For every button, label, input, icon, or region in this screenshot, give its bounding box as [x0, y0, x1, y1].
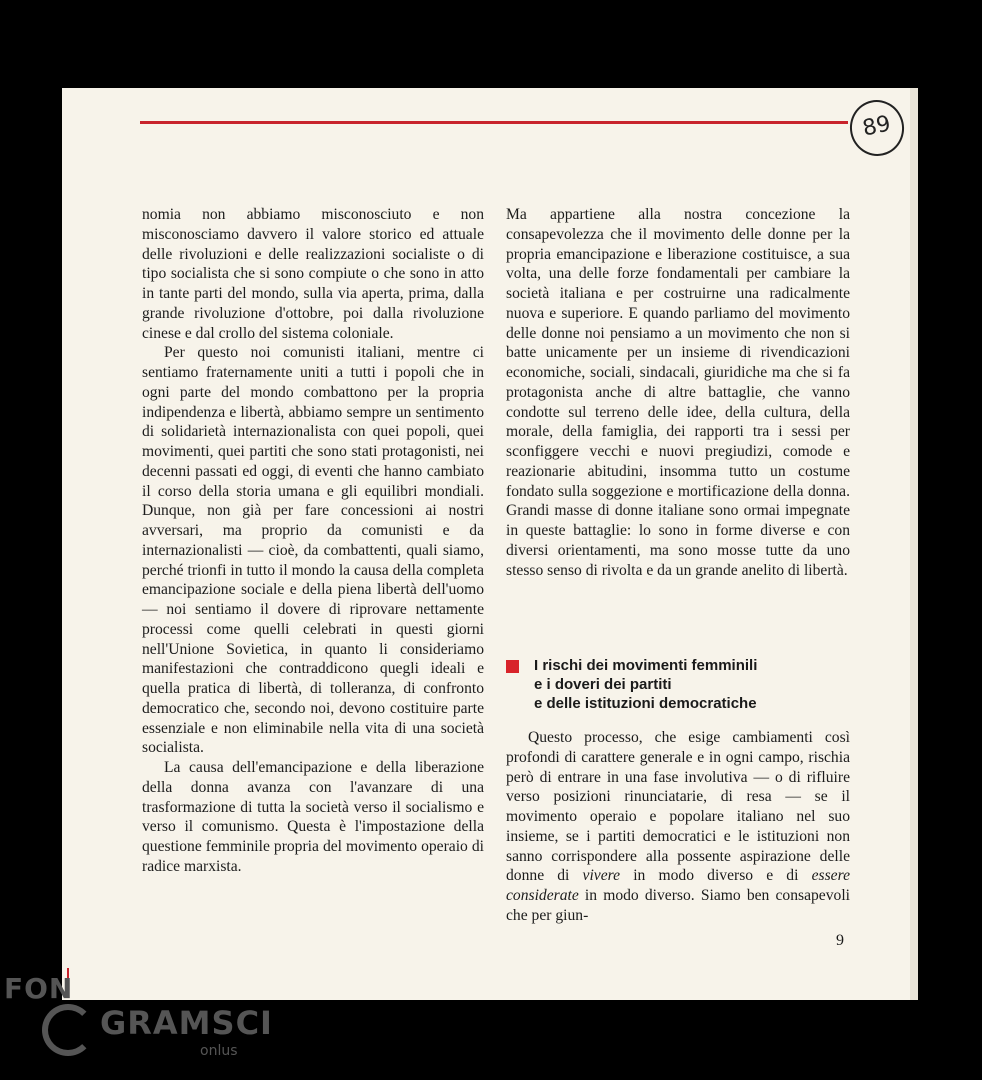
watermark-logo-icon: [42, 1004, 94, 1056]
paragraph: Ma appartiene alla nostra concezione la consapevolezza che il movimento delle donne per la propria emancipazione e liberazione costituisce, a sua volta, una delle forze fondamentali per cambiare la società italiana e per costruirne una radicalmente nuova e superiore. E quando parliamo del movimento delle donne noi pensiamo a un movimento che non si batte unicamente per un insieme di rivendicazioni economiche, sociali, sindacali, giuridiche ma che si fa protagonista anche di altre battaglie, che vanno condotte sul terreno delle idee, della cultura, della morale, della famiglia, dei rapporti tra i sessi per sconfiggere vecchi e nuovi pregiudizi, comode e reazionarie abitudini, insomma tutto un costume fondato sulla soggezione e mortificazione della donna. Grandi masse di donne italiane sono ormai impegnate in queste battaglie: lo sono in forme diverse e con diversi orientamenti, ma sono mosse tutte da uno stesso senso di rivolta e da un grande anelito di libertà.: [506, 206, 850, 579]
page-number: 9: [836, 932, 844, 949]
red-square-bullet-icon: [506, 660, 519, 673]
section-heading: [506, 656, 850, 713]
right-column-bottom: [506, 728, 850, 926]
right-column-top: [506, 205, 850, 580]
heading-line: e delle istituzioni democratiche: [534, 695, 757, 712]
paragraph: Per questo noi comunisti italiani, mentre ci sentiamo fraternamente uniti a tutti i popoli che in ogni parte del mondo combattono per la propria indipendenza e libertà, abbiamo sempre un sentimento di solidarietà internazionalista con quei popoli, quei movimenti, quei partiti che sono stati protagonisti, nei decenni passati ed oggi, di eventi che hanno cambiato il corso della storia umana e gli equilibri mondiali. Dunque, non già per fare concessioni ai nostri avversari, ma proprio da comunisti e da internazionalisti — cioè, da combattenti, quali siamo, perché trionfi in tutto il mondo la causa della completa emancipazione sociale e della piena libertà dell'uomo — noi sentiamo il dovere di riprovare nettamente processi come quelli celebrati in questi giorni nell'Unione Sovietica, in quanto li consideriamo manifestazioni che contraddicono quegli ideali e quella pratica di libertà, di tolleranza, di confronto democratico che, secondo noi, devono costituire parte essenziale e non eliminabile nella vita di una società socialista.: [142, 344, 484, 757]
page-edge: [910, 88, 918, 1000]
watermark-text: GRAMSCI: [100, 1004, 273, 1042]
italic-text: essere considerate: [506, 867, 850, 904]
heading-line: e i doveri dei partiti: [534, 676, 672, 693]
text-run: in modo diverso. Siamo ben consapevoli che per giun-: [506, 887, 850, 924]
heading-line: I rischi dei movimenti femminili: [534, 657, 758, 674]
paragraph: [506, 728, 850, 926]
watermark-text: FON: [4, 972, 74, 1005]
paragraph: nomia non abbiamo misconosciuto e non misconosciamo davvero il valore storico ed attuale delle rivoluzioni e delle realizzazioni socialiste o di tipo socialista che si sono compiute o che sono in atto in tante parti del mondo, sulla via aperta, prima, dalla grande rivoluzione d'ottobre, poi dalla rivoluzione cinese e dal crollo del sistema coloniale.: [142, 206, 484, 342]
red-header-rule: [140, 121, 848, 124]
italic-text: vivere: [582, 867, 621, 885]
text-run: Questo processo, che esige cambiamenti così profondi di carattere generale e in ogni campo, rischia però di entrare in una fase involutiva — o di rifluire verso posizioni rinunciatarie, di resa — se il movimento operaio e popolare italiano nel suo insieme, se i partiti democratici e le istituzioni non sanno corrispondere alla possente aspirazione delle donne di: [506, 729, 850, 885]
handwritten-page-number: 89: [845, 95, 909, 161]
watermark-text: onlus: [200, 1043, 238, 1059]
text-run: in modo diverso e di: [620, 867, 812, 885]
left-column: [142, 205, 484, 877]
paragraph: La causa dell'emancipazione e della liberazione della donna avanza con l'avanzare di una trasformazione di tutta la società verso il socialismo e verso il comunismo. Questa è l'impostazione della questione femminile propria del movimento operaio di radice marxista.: [142, 759, 484, 875]
